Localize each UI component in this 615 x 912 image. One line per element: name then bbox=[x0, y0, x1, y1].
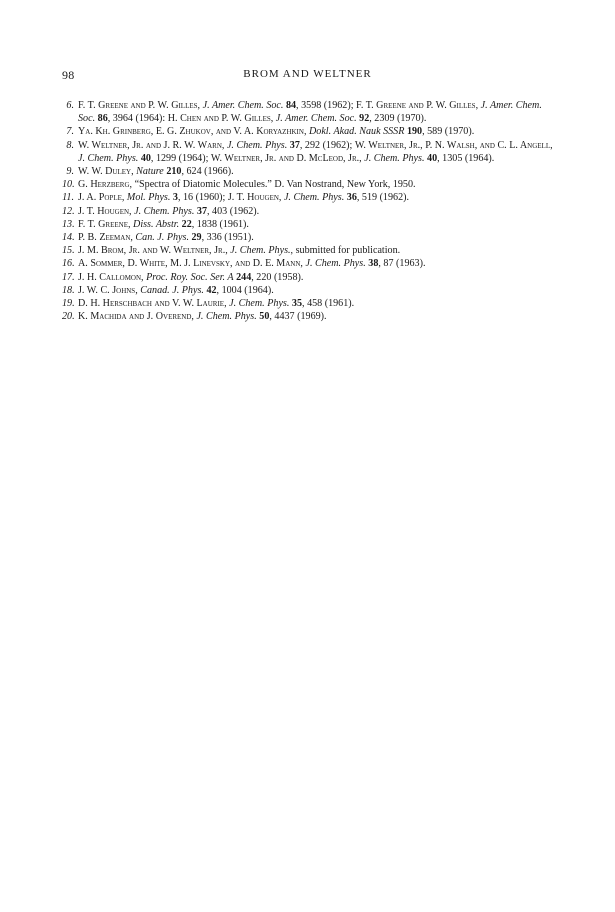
reference-text: , 1305 (1964). bbox=[437, 152, 495, 164]
reference-journal: J. Chem. Phys. bbox=[196, 311, 257, 323]
reference-authors: J. H. Callomon bbox=[78, 271, 142, 283]
reference-volume: 35 bbox=[291, 298, 303, 310]
reference-text: , 87 (1963). bbox=[378, 258, 426, 270]
reference-text: , 589 (1970). bbox=[422, 126, 475, 138]
reference-authors: W. Weltner, Jr., P. N. Walsh, and C. L. Angell bbox=[354, 139, 551, 151]
reference-number: 15. bbox=[62, 245, 75, 257]
reference-journal: J. Chem. Phys. bbox=[229, 298, 290, 310]
reference-item bbox=[62, 310, 558, 323]
reference-number: 12. bbox=[62, 205, 75, 217]
reference-volume: 37 bbox=[289, 139, 300, 151]
reference-authors: J. W. C. Johns bbox=[78, 284, 136, 296]
reference-list bbox=[62, 99, 558, 323]
reference-text: , bbox=[130, 232, 136, 244]
reference-volume: 40 bbox=[427, 152, 438, 164]
reference-item bbox=[62, 99, 558, 125]
reference-text: , bbox=[127, 218, 134, 230]
reference-journal: Dokl. Akad. Nauk SSSR bbox=[308, 126, 405, 138]
reference-journal: J. Chem. Phys. bbox=[305, 258, 366, 270]
reference-number: 9. bbox=[66, 166, 74, 178]
reference-number: 13. bbox=[62, 218, 75, 230]
reference-text: , 3964 (1964): bbox=[107, 113, 168, 125]
reference-text: , bbox=[121, 192, 127, 204]
reference-text: , 519 (1962). bbox=[356, 192, 410, 204]
reference-number: 20. bbox=[62, 311, 75, 323]
reference-text: , 1004 (1964). bbox=[216, 284, 274, 296]
reference-text: , 292 (1962); bbox=[299, 139, 355, 151]
reference-number: 8. bbox=[66, 139, 74, 151]
reference-volume: 190 bbox=[406, 126, 423, 138]
reference-volume: 37 bbox=[196, 205, 207, 217]
reference-journal: Canad. J. Phys. bbox=[140, 284, 204, 296]
reference-text: , bbox=[197, 100, 203, 111]
reference-volume: 38 bbox=[368, 258, 379, 270]
reference-text: , bbox=[131, 166, 137, 178]
reference-item bbox=[62, 271, 558, 284]
reference-journal: Mol. Phys. bbox=[126, 192, 171, 204]
reference-volume: 86 bbox=[97, 113, 108, 125]
reference-item bbox=[62, 244, 558, 257]
reference-text: , bbox=[300, 258, 306, 270]
page-header bbox=[62, 68, 553, 84]
reference-journal: J. Chem. Phys. bbox=[283, 192, 345, 204]
reference-authors: J. T. Hougen bbox=[227, 192, 279, 204]
reference-authors: F. T. Greene bbox=[78, 218, 128, 230]
running-head: BROM AND WELTNER bbox=[243, 68, 372, 80]
reference-item bbox=[62, 231, 558, 244]
reference-journal: J. Amer. Chem. Soc. bbox=[78, 100, 542, 125]
reference-authors: W. W. Duley bbox=[78, 166, 132, 178]
reference-text: , bbox=[141, 271, 147, 283]
reference-authors: J. M. Brom, Jr. and W. Weltner, Jr. bbox=[78, 245, 226, 257]
reference-text: , 336 (1951). bbox=[201, 232, 254, 244]
reference-number: 19. bbox=[62, 298, 75, 310]
reference-text: , 403 (1962). bbox=[207, 205, 260, 217]
reference-journal: J. Chem. Phys. bbox=[226, 139, 288, 151]
reference-text: , bbox=[359, 152, 365, 164]
reference-volume: 36 bbox=[346, 192, 357, 204]
reference-journal: J. Amer. Chem. Soc. bbox=[275, 113, 357, 125]
reference-item bbox=[62, 139, 558, 165]
reference-item bbox=[62, 297, 558, 310]
page-number: 98 bbox=[62, 68, 75, 82]
reference-authors: G. Herzberg bbox=[78, 179, 130, 191]
reference-journal: Diss. Abstr. bbox=[133, 218, 180, 230]
reference-authors: Ya. Kh. Grinberg, E. G. Zhukov, and V. A. Koryazhkin bbox=[78, 126, 304, 138]
reference-authors: A. Sommer, D. White, M. J. Linevsky, and D. E. Mann bbox=[78, 258, 301, 270]
reference-text: , 16 (1960); bbox=[177, 192, 228, 204]
reference-number: 17. bbox=[62, 271, 75, 283]
reference-authors: F. T. Greene and P. W. Gilles bbox=[356, 100, 476, 111]
reference-item bbox=[62, 257, 558, 270]
reference-text: , bbox=[225, 245, 231, 257]
reference-text: , 458 (1961). bbox=[302, 298, 355, 310]
reference-text: , bbox=[129, 205, 135, 217]
reference-volume: 40 bbox=[140, 152, 151, 164]
reference-volume: 42 bbox=[206, 284, 217, 296]
reference-journal: J. Chem. Phys. bbox=[230, 245, 291, 257]
reference-text: , submitted for publication. bbox=[290, 245, 401, 257]
reference-number: 7. bbox=[66, 126, 74, 138]
reference-volume: 3 bbox=[172, 192, 178, 204]
reference-volume: 244 bbox=[236, 271, 252, 283]
reference-text: , bbox=[278, 192, 284, 204]
reference-volume: 50 bbox=[259, 311, 270, 323]
reference-journal: J. Chem. Phys. bbox=[134, 205, 195, 217]
reference-text: , bbox=[550, 139, 553, 151]
reference-authors: J. T. Hougen bbox=[78, 205, 130, 217]
reference-text: , 2309 (1970). bbox=[369, 113, 427, 125]
reference-item bbox=[62, 205, 558, 218]
reference-number: 18. bbox=[62, 284, 75, 296]
reference-authors: W. Weltner, Jr. and D. McLeod, Jr. bbox=[210, 152, 360, 164]
reference-item bbox=[62, 284, 558, 297]
reference-item bbox=[62, 125, 558, 138]
reference-number: 14. bbox=[62, 232, 75, 244]
reference-authors: D. H. Herschbach and V. W. Laurie bbox=[78, 298, 225, 310]
reference-text: , 1299 (1964); bbox=[150, 152, 211, 164]
reference-item bbox=[62, 178, 558, 191]
reference-text: , bbox=[135, 284, 141, 296]
reference-journal: Proc. Roy. Soc. Ser. A bbox=[146, 271, 234, 283]
reference-volume: 29 bbox=[191, 232, 202, 244]
reference-authors: F. T. Greene and P. W. Gilles bbox=[78, 100, 198, 111]
reference-text: , bbox=[224, 298, 230, 310]
reference-authors: P. B. Zeeman bbox=[78, 232, 131, 244]
reference-journal: Nature bbox=[136, 166, 164, 178]
reference-item bbox=[62, 218, 558, 231]
reference-item bbox=[62, 191, 558, 204]
reference-volume: 92 bbox=[359, 113, 370, 125]
reference-authors: K. Machida and J. Overend bbox=[78, 311, 192, 323]
reference-text: , 1838 (1961). bbox=[191, 218, 249, 230]
reference-number: 10. bbox=[62, 179, 75, 191]
reference-authors: H. Chen and P. W. Gilles bbox=[167, 113, 271, 125]
reference-number: 6. bbox=[66, 100, 74, 111]
reference-volume: 22 bbox=[181, 218, 192, 230]
reference-text: , bbox=[221, 139, 227, 151]
reference-journal: J. Chem. Phys. bbox=[364, 152, 425, 164]
reference-item bbox=[62, 165, 558, 178]
reference-authors: J. A. Pople bbox=[78, 192, 122, 204]
reference-text: , 4437 (1969). bbox=[269, 311, 327, 323]
reference-volume: 84 bbox=[285, 100, 297, 111]
reference-journal: J. Chem. Phys. bbox=[78, 152, 139, 164]
reference-text: , 624 (1966). bbox=[181, 166, 234, 178]
reference-text: , bbox=[475, 100, 481, 111]
reference-volume: 210 bbox=[166, 166, 182, 178]
reference-text: , bbox=[191, 311, 197, 323]
reference-authors: W. Weltner, Jr. and J. R. W. Warn bbox=[78, 139, 222, 151]
reference-number: 16. bbox=[62, 258, 75, 270]
reference-journal: J. Amer. Chem. Soc. bbox=[202, 100, 284, 111]
reference-text: , “Spectra of Diatomic Molecules.” D. Van Nostrand, New York, 1950. bbox=[129, 179, 416, 191]
reference-text: , 220 (1958). bbox=[251, 271, 304, 283]
reference-journal: Can. J. Phys. bbox=[135, 232, 189, 244]
reference-text: , 3598 (1962); bbox=[296, 100, 357, 111]
reference-number: 11. bbox=[62, 192, 74, 204]
reference-text: , bbox=[303, 126, 309, 138]
reference-text: , bbox=[270, 113, 276, 125]
